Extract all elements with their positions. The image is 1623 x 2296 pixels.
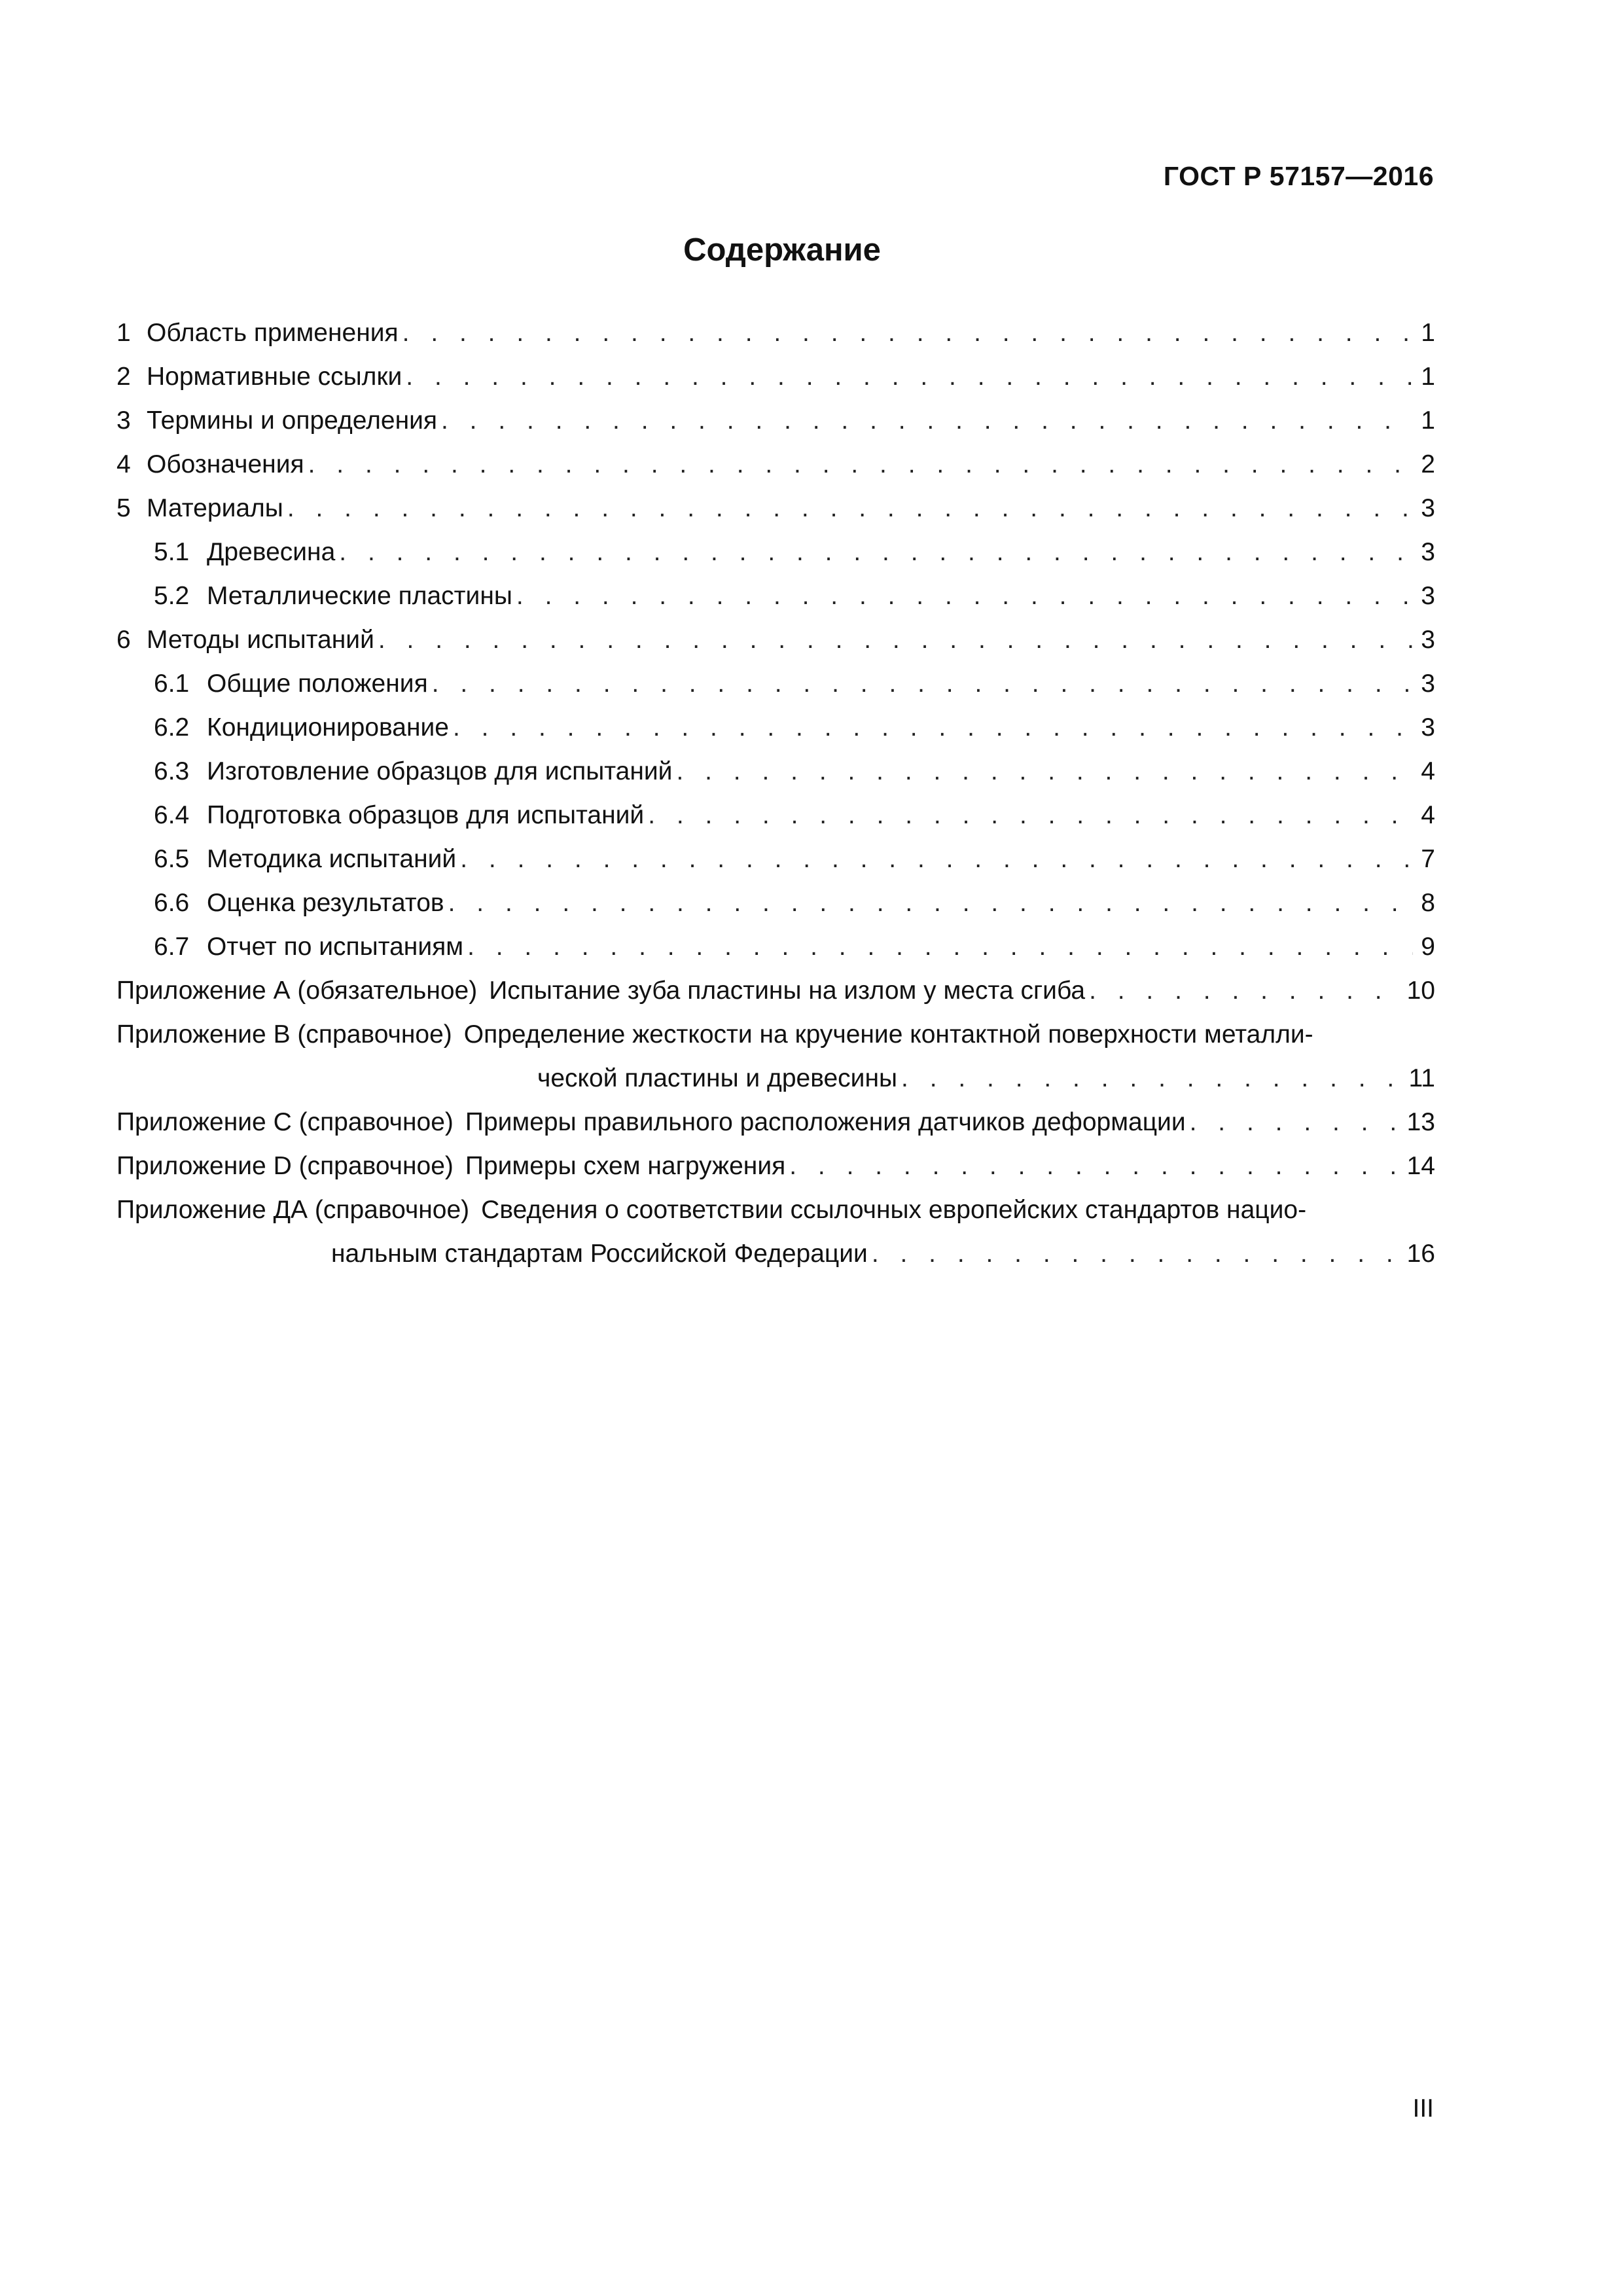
dot-leader	[676, 749, 1413, 793]
dot-leader	[339, 530, 1413, 574]
toc-appendix-c[interactable]	[116, 1100, 1435, 1144]
dot-leader	[648, 793, 1413, 837]
dot-leader	[287, 486, 1413, 530]
toc-appendix-b[interactable]	[116, 1013, 1435, 1100]
appendix-title-continued: нальным стандартам Российской Федерации	[331, 1240, 868, 1268]
toc-entry-page: 3	[1421, 538, 1435, 566]
toc-appendix-a[interactable]	[116, 969, 1435, 1013]
toc-entry-title: Методы испытаний	[147, 626, 374, 654]
dot-leader	[516, 574, 1413, 618]
appendix-title: Примеры правильного расположения датчиков деформации	[465, 1108, 1186, 1136]
page-number: III	[1412, 2094, 1434, 2123]
toc-entry-6-3[interactable]	[116, 749, 1435, 793]
dot-leader	[1190, 1100, 1403, 1144]
toc-entry-number: 5.2	[154, 582, 190, 610]
appendix-title-continued: ческой пластины и древесины	[537, 1064, 898, 1092]
dot-leader	[308, 442, 1413, 486]
dot-leader	[789, 1144, 1402, 1188]
toc-entry-number: 6.6	[154, 889, 190, 917]
appendix-page: 13	[1406, 1108, 1435, 1136]
toc-entry-title: Оценка результатов	[207, 889, 444, 917]
toc-appendix-da[interactable]	[116, 1188, 1435, 1276]
dot-leader	[378, 618, 1413, 662]
toc-entry-page: 9	[1421, 933, 1435, 961]
toc-entry-title: Подготовка образцов для испытаний	[207, 801, 645, 829]
toc-entry-page: 4	[1421, 757, 1435, 785]
dot-leader	[441, 399, 1413, 442]
document-code: ГОСТ Р 57157—2016	[1163, 161, 1434, 191]
toc-entry-page: 1	[1421, 363, 1435, 391]
appendix-label: Приложение D (справочное)	[116, 1152, 454, 1180]
toc-entry-6-7[interactable]	[116, 925, 1435, 969]
toc-entry-6-4[interactable]	[116, 793, 1435, 837]
toc-entry-title: Древесина	[207, 538, 336, 566]
toc-entry-page: 1	[1421, 319, 1435, 347]
appendix-title: Испытание зуба пластины на излом у места сгиба	[489, 977, 1086, 1005]
appendix-page: 16	[1406, 1240, 1435, 1268]
dot-leader	[460, 837, 1413, 881]
toc-entry-number: 6.1	[154, 670, 190, 698]
table-of-contents	[116, 311, 1435, 1276]
toc-appendix-d[interactable]	[116, 1144, 1435, 1188]
toc-entry-number: 2	[116, 363, 131, 391]
toc-entry-6-6[interactable]	[116, 881, 1435, 925]
toc-entry-number: 6.3	[154, 757, 190, 785]
toc-entry-title: Общие положения	[207, 670, 428, 698]
appendix-label: Приложение А (обязательное)	[116, 977, 478, 1005]
toc-entry-number: 5.1	[154, 538, 190, 566]
toc-entry-title: Термины и определения	[147, 406, 438, 435]
toc-entry-number: 4	[116, 450, 131, 478]
toc-title: Содержание	[683, 232, 881, 268]
appendix-title: Сведения о соответствии ссылочных европейских стандартов нацио-	[481, 1196, 1307, 1224]
toc-entry-page: 3	[1421, 494, 1435, 522]
appendix-page: 14	[1406, 1152, 1435, 1180]
toc-entry-5-2[interactable]	[116, 574, 1435, 618]
toc-entry-title: Область применения	[147, 319, 399, 347]
toc-entry-6-2[interactable]	[116, 706, 1435, 749]
toc-entry-3[interactable]	[116, 399, 1435, 442]
appendix-title: Примеры схем нагружения	[465, 1152, 786, 1180]
toc-entry-number: 1	[116, 319, 131, 347]
toc-entry-number: 6.5	[154, 845, 190, 873]
toc-entry-number: 3	[116, 406, 131, 435]
appendix-label: Приложение ДА (справочное)	[116, 1196, 470, 1224]
appendix-page: 10	[1406, 977, 1435, 1005]
toc-entry-title: Обозначения	[147, 450, 304, 478]
toc-entry-title: Изготовление образцов для испытаний	[207, 757, 673, 785]
appendix-label: Приложение С (справочное)	[116, 1108, 454, 1136]
dot-leader	[406, 355, 1413, 399]
toc-entry-6[interactable]	[116, 618, 1435, 662]
toc-entry-title: Кондиционирование	[207, 713, 449, 742]
toc-entry-number: 6.4	[154, 801, 190, 829]
appendix-title: Определение жесткости на кручение контактной поверхности металли-	[463, 1020, 1313, 1049]
toc-entry-title: Материалы	[147, 494, 283, 522]
toc-entry-number: 6	[116, 626, 131, 654]
toc-entry-page: 7	[1421, 845, 1435, 873]
dot-leader	[901, 1056, 1404, 1100]
toc-entry-number: 5	[116, 494, 131, 522]
toc-entry-page: 3	[1421, 582, 1435, 610]
toc-entry-page: 1	[1421, 406, 1435, 435]
toc-entry-page: 3	[1421, 670, 1435, 698]
toc-entry-1[interactable]	[116, 311, 1435, 355]
toc-entry-page: 3	[1421, 713, 1435, 742]
toc-entry-title: Отчет по испытаниям	[207, 933, 464, 961]
dot-leader	[453, 706, 1413, 749]
toc-entry-6-1[interactable]	[116, 662, 1435, 706]
toc-entry-6-5[interactable]	[116, 837, 1435, 881]
toc-entry-5[interactable]	[116, 486, 1435, 530]
toc-entry-number: 6.2	[154, 713, 190, 742]
dot-leader	[432, 662, 1413, 706]
dot-leader	[872, 1232, 1403, 1276]
toc-entry-page: 2	[1421, 450, 1435, 478]
appendix-page: 11	[1408, 1064, 1435, 1092]
toc-entry-page: 8	[1421, 889, 1435, 917]
toc-entry-2[interactable]	[116, 355, 1435, 399]
toc-entry-5-1[interactable]	[116, 530, 1435, 574]
toc-entry-title: Методика испытаний	[207, 845, 457, 873]
toc-entry-title: Металлические пластины	[207, 582, 512, 610]
toc-entry-title: Нормативные ссылки	[147, 363, 402, 391]
toc-entry-page: 3	[1421, 626, 1435, 654]
appendix-label: Приложение В (справочное)	[116, 1020, 452, 1049]
dot-leader	[402, 311, 1413, 355]
toc-entry-page: 4	[1421, 801, 1435, 829]
toc-entry-4[interactable]	[116, 442, 1435, 486]
dot-leader	[467, 925, 1413, 969]
toc-entry-number: 6.7	[154, 933, 190, 961]
dot-leader	[1089, 969, 1403, 1013]
dot-leader	[448, 881, 1413, 925]
